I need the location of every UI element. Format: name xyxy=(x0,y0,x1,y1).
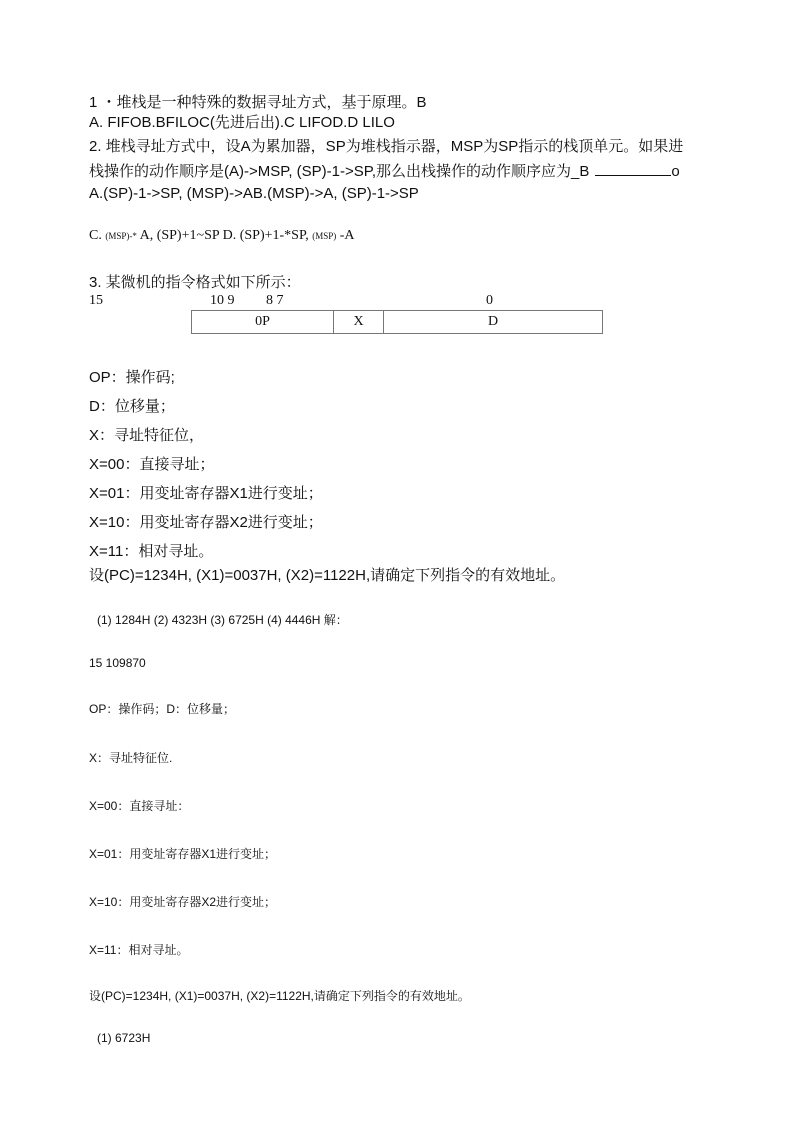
q1-stem: 1 ・堆栈是一种特殊的数据寻址方式，基于原理。B xyxy=(89,94,427,111)
def-d: D：位移量； xyxy=(89,398,175,415)
q2-stem-line2-text: 栈操作的动作顺序是(A)->MSP, (SP)-1->SP,那么出栈操作的动作顺序应为_B xyxy=(89,163,590,180)
bit-label-15: 15 xyxy=(89,293,103,308)
def-x00: X=00：直接寻址； xyxy=(89,456,215,473)
q3-title: 3. 某微机的指令格式如下所示： xyxy=(89,274,301,291)
answer-x10: X=10：用变址寄存器X2进行变址； xyxy=(89,895,277,909)
answer-blank xyxy=(595,163,671,176)
q2-cd-part-c: -A xyxy=(336,228,355,243)
def-op: OP：操作码; xyxy=(89,369,175,386)
field-d: D xyxy=(384,311,603,334)
q2-options-cd xyxy=(89,228,355,244)
field-x: X xyxy=(334,311,384,334)
answer-x11: X=11：相对寻址。 xyxy=(89,943,189,957)
answer-x01: X=01：用变址寄存器X1进行变址； xyxy=(89,847,277,861)
q2-stem-line1: 2. 堆栈寻址方式中，设A为累加器，SP为堆栈指示器，MSP为SP指示的栈顶单元。如果进 xyxy=(89,138,684,155)
answer-item-1: (1) 6723H xyxy=(97,1031,151,1045)
bit-label-0: 0 xyxy=(486,293,493,308)
q2-stem-line2-suffix: o xyxy=(671,163,680,180)
def-x01: X=01：用变址寄存器X1进行变址； xyxy=(89,485,323,502)
q2-cd-msp-1: (MSP)-* xyxy=(105,231,137,241)
instruction-format-table xyxy=(191,310,603,334)
q2-cd-msp-2: (MSP) xyxy=(312,231,337,241)
answer-op-d: OP：操作码；D：位移量； xyxy=(89,702,236,716)
q2-cd-part-a: C. xyxy=(89,228,106,243)
q2-options-ab: A.(SP)-1->SP, (MSP)->AB.(MSP)->A, (SP)-1->SP xyxy=(89,185,419,202)
answer-x: X：寻址特征位. xyxy=(89,751,173,765)
def-x: X：寻址特征位， xyxy=(89,427,205,444)
answer-given: 设(PC)=1234H, (X1)=0037H, (X2)=1122H,请确定下列指令的有效地址。 xyxy=(89,989,470,1003)
field-op: 0P xyxy=(192,311,334,334)
bit-label-8-7: 8 7 xyxy=(266,293,284,308)
def-x11: X=11：相对寻址。 xyxy=(89,543,214,560)
q1-options: A. FIFOB.BFILOC(先进后出).C LIFOD.D LILO xyxy=(89,114,395,131)
answer-x00: X=00：直接寻址： xyxy=(89,799,190,813)
q3-given: 设(PC)=1234H, (X1)=0037H, (X2)=1122H,请确定下列指令的有效地址。 xyxy=(89,567,566,584)
answer-bits: 15 109870 xyxy=(89,656,146,670)
def-x10: X=10：用变址寄存器X2进行变址； xyxy=(89,514,323,531)
q2-stem-line2 xyxy=(89,160,680,181)
bit-label-10-9: 10 9 xyxy=(210,293,235,308)
q2-cd-part-b: A, (SP)+1~SP D. (SP)+1-*SP, xyxy=(136,228,313,243)
q3-items: (1) 1284H (2) 4323H (3) 6725H (4) 4446H 解： xyxy=(97,613,348,627)
